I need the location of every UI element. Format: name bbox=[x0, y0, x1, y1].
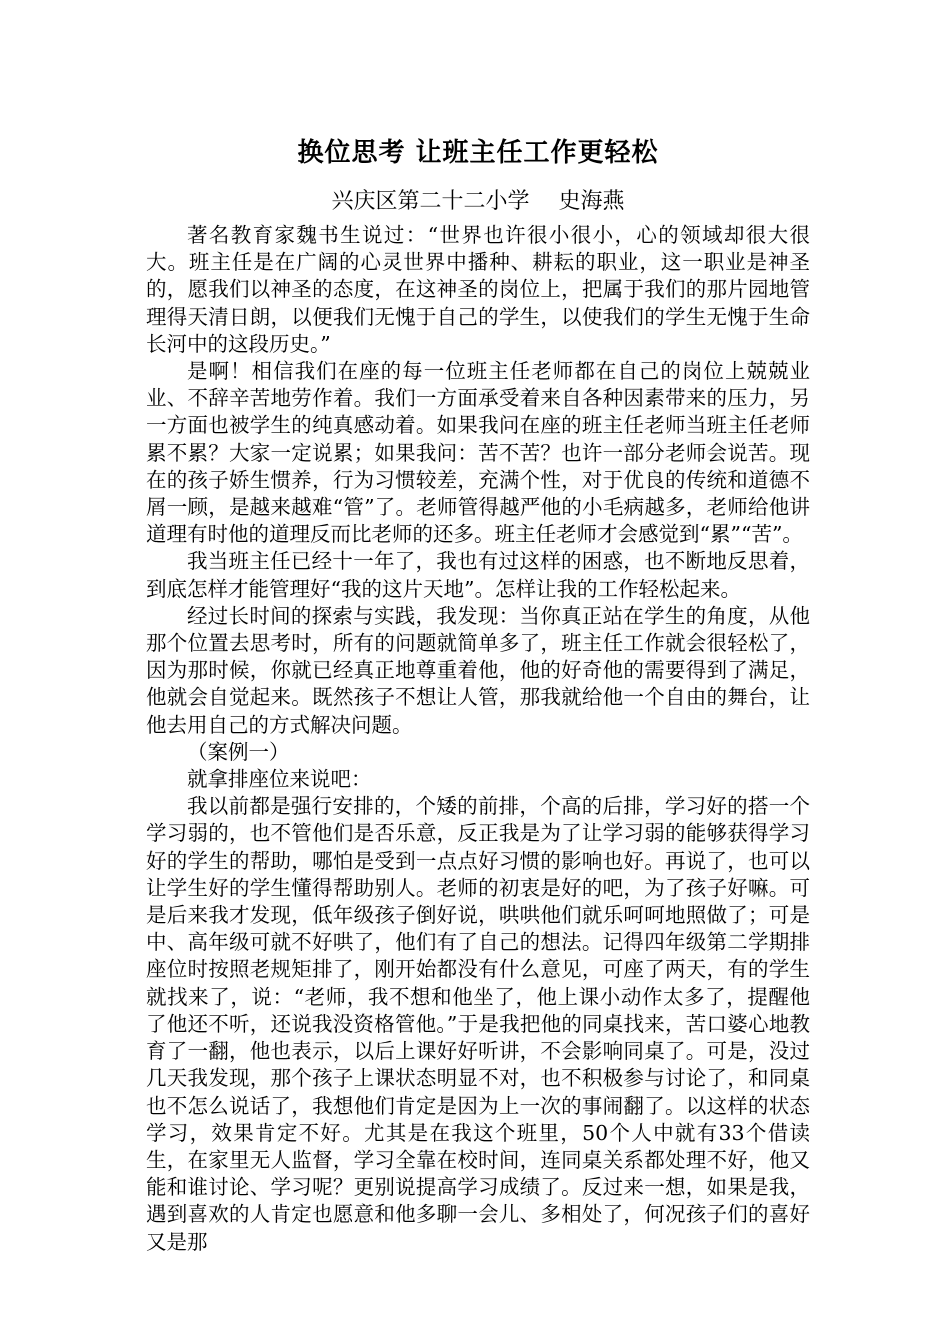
paragraph-2: 是啊！相信我们在座的每一位班主任老师都在自己的岗位上兢兢业业、不辞辛苦地劳作着。我们一方面承受着来自各种因素带来的压力，另一方面也被学生的纯真感动着。如果我问在座的班主任老师当班主任老师累不累？大家一定说累；如果我问：苦不苦？也许一部分老师会说苦。现在的孩子娇生惯养，行为习惯较差，充满个性，对于优良的传统和道德不屑一顾，是越来越难“管”了。老师管得越严他的小毛病越多，老师给他讲道理有时他的道理反而比老师的还多。班主任老师才会感觉到“累”“苦”。 bbox=[146, 359, 810, 547]
paragraph-6: 我以前都是强行安排的，个矮的前排，个高的后排，学习好的搭一个学习弱的，也不管他们是否乐意，反正我是为了让学习弱的能够获得学习好的学生的帮助，哪怕是受到一点点好习惯的影响也好。再说了，也可以让学生好的学生懂得帮助别人。老师的初衷是好的吧，为了孩子好嘛。可是后来我才发现，低年级孩子倒好说，哄哄他们就乐呵呵地照做了；可是中、高年级可就不好哄了，他们有了自己的想法。记得四年级第二学期排座位时按照老规矩排了，刚开始都没有什么意见，可座了两天，有的学生就找来了，说：“老师，我不想和他坐了，他上课小动作太多了，提醒他了他还不听，还说我没资格管他。”于是我把他的同桌找来，苦口婆心地教育了一翻，他也表示，以后上课好好听讲，不会影响同桌了。可是，没过几天我发现，那个孩子上课状态明显不对，也不积极参与讨论了，和同桌也不怎么说话了，我想他们肯定是因为上一次的事闹翻了。以这样的状态学习，效果肯定不好。尤其是在我这个班里，50个人中就有33个借读生，在家里无人监督，学习全靠在校时间，连同桌关系都处理不好，他又能和谁讨论、学习呢？更别说提高学习成绩了。反过来一想，如果是我，遇到喜欢的人肯定也愿意和他多聊一会儿、多相处了，何况孩子们的喜好又是那 bbox=[146, 794, 810, 1254]
paragraph-4: 经过长时间的探索与实践，我发现：当你真正站在学生的角度，从他那个位置去思考时，所有的问题就简单多了，班主任工作就会很轻松了，因为那时候，你就已经真正地尊重着他，他的好奇他的需要得到了满足，他就会自觉起来。既然孩子不想让人管，那我就给他一个自由的舞台，让他去用自己的方式解决问题。 bbox=[146, 603, 810, 737]
document-body bbox=[146, 222, 810, 1256]
paragraph-1: 著名教育家魏书生说过：“世界也许很小很小，心的领域却很大很大。班主任是在广阔的心灵世界中播种、耕耘的职业，这一职业是神圣的，愿我们以神圣的态度，在这神圣的岗位上，把属于我们的那片园地管理得天清日朗，以便我们无愧于自己的学生，以使我们的学生无愧于生命长河中的这段历史。” bbox=[146, 223, 810, 356]
paragraph-5: 就拿排座位来说吧： bbox=[187, 767, 372, 792]
case-heading: （案例一） bbox=[187, 739, 290, 764]
paragraph-3: 我当班主任已经十一年了，我也有过这样的困惑，也不断地反思着，到底怎样才能管理好“我的这片天地”。怎样让我的工作轻松起来。 bbox=[146, 549, 810, 601]
document-author: 兴庆区第二十二小学 史海燕 bbox=[331, 189, 625, 214]
document-title: 换位思考 让班主任工作更轻松 bbox=[297, 138, 659, 168]
